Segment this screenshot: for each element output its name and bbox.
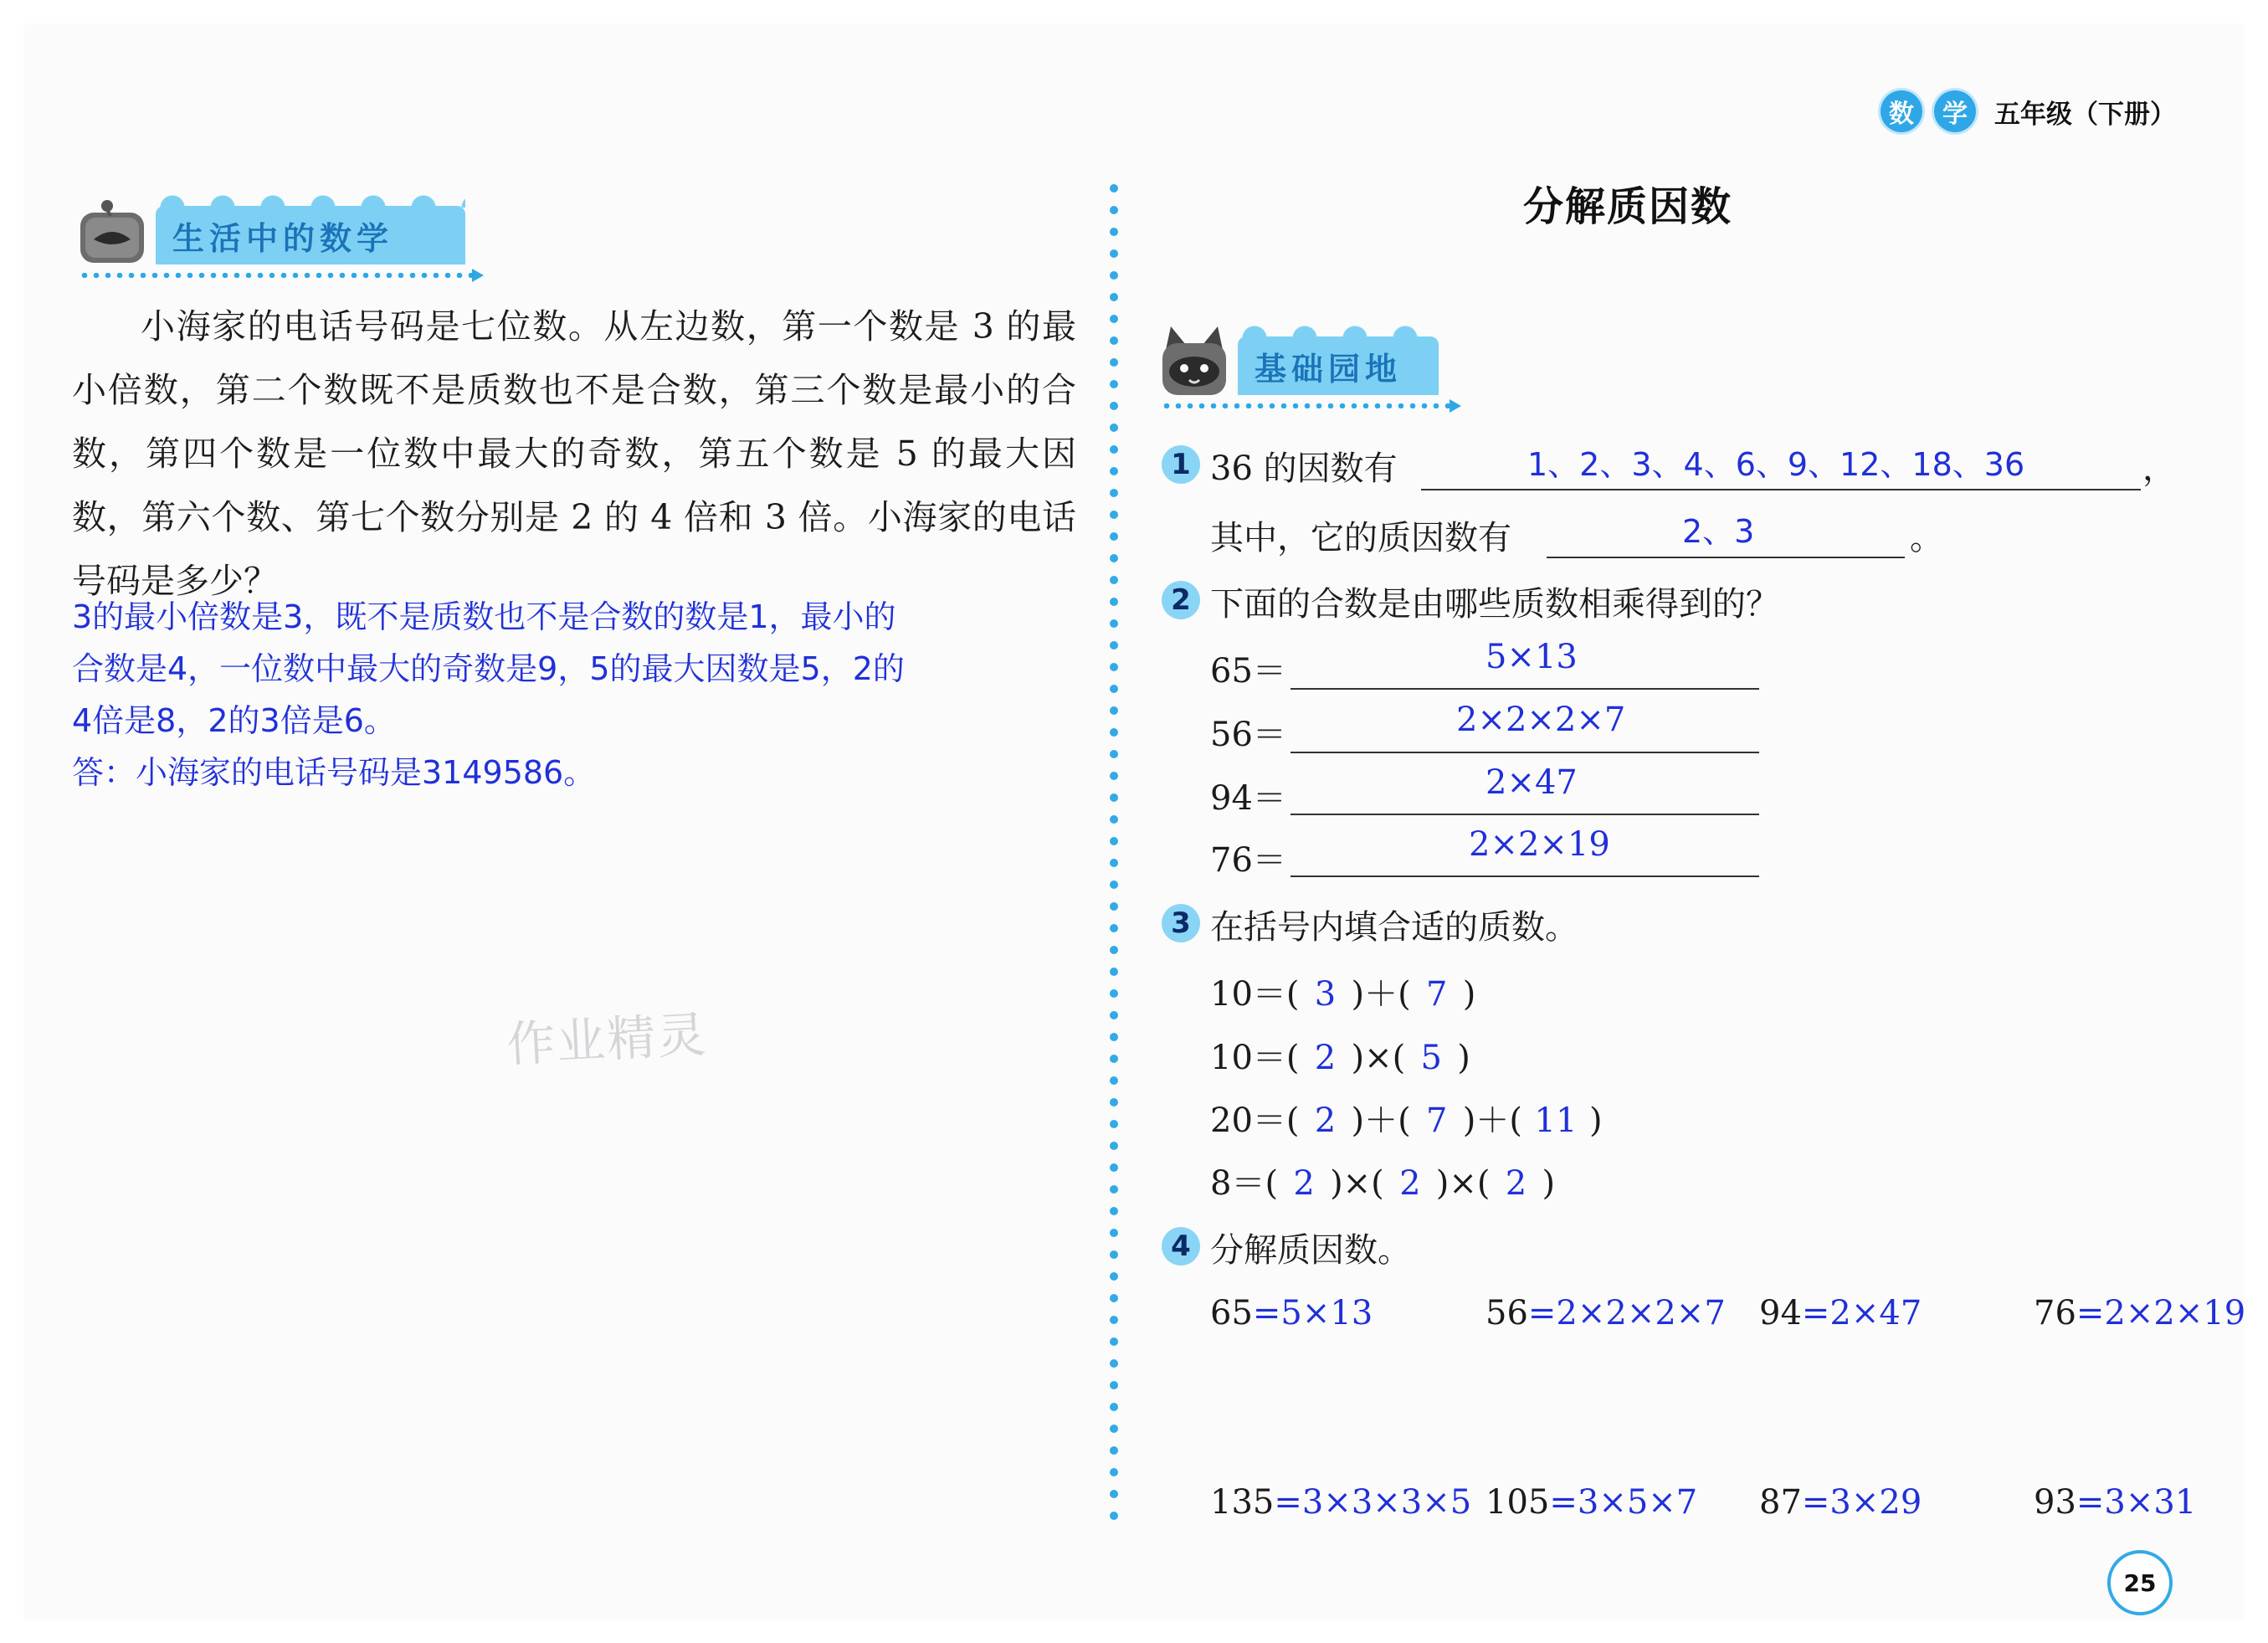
q4-answer: =3×5×7 bbox=[1549, 1483, 1698, 1522]
watermark: 作业精灵 bbox=[505, 1005, 709, 1074]
divider-dot bbox=[1110, 1033, 1118, 1041]
q2-item-blank bbox=[1291, 752, 1759, 753]
q3-close: ) bbox=[1542, 1164, 1556, 1203]
q4-item bbox=[1210, 1294, 1373, 1332]
divider-dot bbox=[1110, 336, 1118, 345]
q4-number: 93 bbox=[2034, 1483, 2076, 1522]
raccoon-mascot-icon bbox=[1157, 325, 1231, 398]
divider-dot bbox=[1110, 1098, 1118, 1106]
q4-answer: =2×2×19 bbox=[2076, 1294, 2246, 1332]
q3-answer: 11 bbox=[1534, 1101, 1578, 1140]
divider-dot bbox=[1110, 445, 1118, 454]
q3-answer: 2 bbox=[1314, 1039, 1337, 1077]
q2-item-lhs: 65＝ bbox=[1210, 652, 1286, 691]
divider-dot bbox=[1110, 293, 1118, 301]
word-problem: 小海家的电话号码是七位数。从左边数，第一个数是 3 的最小倍数，第二个数既不是质数也不是合数，第三个数是最小的合数，第四个数是一位数中最大的奇数，第五个数是 5 的最大因数，第六个数、第七个数分别是 2 的 4 倍和 3 倍。小海家的电话号码是多少？ bbox=[72, 306, 1076, 601]
q3-answer: 2 bbox=[1399, 1164, 1421, 1203]
center-divider bbox=[1109, 184, 1119, 1523]
divider-dot bbox=[1110, 1185, 1118, 1194]
divider-dot bbox=[1110, 228, 1118, 236]
question-number-2: 2 bbox=[1162, 581, 1200, 619]
q1-prompt: 36 的因数有 bbox=[1210, 449, 1398, 488]
divider-dot bbox=[1110, 1076, 1118, 1085]
q4-number: 105 bbox=[1485, 1483, 1550, 1522]
answer-line: 3的最小倍数是3，既不是质数也不是合数的数是1，最小的 bbox=[72, 598, 896, 635]
subject-badge-2: 学 bbox=[1934, 90, 1976, 132]
q3-lhs: 20＝( bbox=[1210, 1101, 1300, 1140]
q1-period: 。 bbox=[1910, 519, 1943, 557]
divider-dot bbox=[1110, 1490, 1118, 1498]
divider-dot bbox=[1110, 859, 1118, 867]
subject-badge-1: 数 bbox=[1881, 90, 1922, 132]
divider-dot bbox=[1110, 1359, 1118, 1368]
divider-dot bbox=[1110, 1294, 1118, 1302]
q4-answer: =3×29 bbox=[1801, 1483, 1922, 1522]
q2-prompt: 下面的合数是由哪些质数相乘得到的？ bbox=[1210, 585, 1779, 624]
q3-close: ) bbox=[1588, 1101, 1603, 1140]
q1-comma: ， bbox=[2142, 449, 2176, 488]
divider-dot bbox=[1110, 685, 1118, 693]
divider-dot bbox=[1110, 380, 1118, 388]
q4-item bbox=[2034, 1294, 2245, 1332]
section-title: 生活中的数学 bbox=[156, 206, 465, 264]
q3-prompt: 在括号内填合适的质数。 bbox=[1210, 908, 1578, 947]
divider-dot bbox=[1110, 1142, 1118, 1150]
q3-answer: 3 bbox=[1314, 975, 1337, 1014]
divider-dot bbox=[1110, 249, 1118, 258]
q1-primes-answer: 2、3 bbox=[1682, 513, 1755, 550]
q3-lhs: 8＝( bbox=[1210, 1164, 1279, 1203]
q4-answer: =3×3×3×5 bbox=[1274, 1483, 1472, 1522]
q3-answer: 2 bbox=[1314, 1101, 1337, 1140]
q4-item bbox=[1485, 1483, 1697, 1522]
section-title: 基础园地 bbox=[1238, 336, 1439, 395]
q1-answer-blank bbox=[1421, 489, 2141, 490]
q3-item bbox=[1210, 1094, 1603, 1142]
q2-item-blank bbox=[1291, 814, 1759, 815]
divider-dot bbox=[1110, 793, 1118, 802]
divider-dot bbox=[1110, 1446, 1118, 1455]
divider-dot bbox=[1110, 968, 1118, 976]
q3-operator: )＋( bbox=[1351, 975, 1411, 1014]
question-number-4: 4 bbox=[1162, 1227, 1200, 1266]
divider-dot bbox=[1110, 1229, 1118, 1237]
divider-dot bbox=[1110, 1403, 1118, 1411]
q3-answer: 7 bbox=[1426, 975, 1448, 1014]
divider-dot bbox=[1110, 576, 1118, 584]
q2-item-blank bbox=[1291, 688, 1759, 690]
divider-dot bbox=[1110, 424, 1118, 432]
divider-dot bbox=[1110, 511, 1118, 519]
q3-answer: 2 bbox=[1505, 1164, 1527, 1203]
q3-close: ) bbox=[1462, 975, 1476, 1014]
divider-dot bbox=[1110, 902, 1118, 911]
divider-dot bbox=[1110, 402, 1118, 410]
answer-line: 4倍是8，2的3倍是6。 bbox=[72, 702, 396, 739]
q3-operator: )×( bbox=[1435, 1164, 1491, 1203]
q2-item-answer: 5×13 bbox=[1485, 638, 1578, 676]
divider-dot bbox=[1110, 619, 1118, 628]
q3-item bbox=[1210, 1031, 1470, 1079]
divider-dot bbox=[1110, 1250, 1118, 1259]
q3-operator: )×( bbox=[1330, 1164, 1384, 1203]
section-banner-life-math bbox=[75, 186, 511, 278]
divider-dot bbox=[1110, 772, 1118, 780]
handwritten-answer bbox=[72, 591, 1076, 798]
divider-dot bbox=[1110, 815, 1118, 824]
q2-item-answer: 2×2×2×7 bbox=[1456, 701, 1626, 739]
divider-dot bbox=[1110, 663, 1118, 671]
divider-dot bbox=[1110, 1468, 1118, 1476]
q4-number: 56 bbox=[1485, 1294, 1528, 1332]
divider-dot bbox=[1110, 271, 1118, 280]
q2-item-answer: 2×2×19 bbox=[1469, 825, 1610, 864]
divider-dot bbox=[1110, 641, 1118, 649]
q3-answer: 2 bbox=[1293, 1164, 1315, 1203]
q4-item bbox=[1759, 1294, 1922, 1332]
divider-dot bbox=[1110, 728, 1118, 737]
divider-dot bbox=[1110, 598, 1118, 606]
divider-dot bbox=[1110, 532, 1118, 541]
divider-dot bbox=[1110, 881, 1118, 889]
q2-item-lhs: 94＝ bbox=[1210, 779, 1286, 818]
banner-dotted-line bbox=[1161, 403, 1450, 408]
divider-dot bbox=[1110, 1207, 1118, 1215]
q3-operator: )×( bbox=[1351, 1039, 1406, 1077]
divider-dot bbox=[1110, 1055, 1118, 1063]
q1-factors-answer: 1、2、3、4、6、9、12、18、36 bbox=[1527, 446, 2025, 483]
q4-answer: =2×2×2×7 bbox=[1527, 1294, 1726, 1332]
divider-dot bbox=[1110, 315, 1118, 323]
divider-dot bbox=[1110, 554, 1118, 562]
divider-dot bbox=[1110, 924, 1118, 932]
divider-dot bbox=[1110, 184, 1118, 193]
divider-dot bbox=[1110, 1425, 1118, 1433]
divider-dot bbox=[1110, 750, 1118, 758]
question-number-3: 3 bbox=[1162, 904, 1200, 942]
q4-number: 76 bbox=[2034, 1294, 2076, 1332]
answer-line: 答：小海家的电话号码是3149586。 bbox=[72, 754, 596, 791]
q4-answer: =3×31 bbox=[2076, 1483, 2197, 1522]
q3-answer: 7 bbox=[1426, 1101, 1448, 1140]
bird-mascot-icon bbox=[75, 194, 149, 268]
q2-item-lhs: 76＝ bbox=[1210, 841, 1286, 880]
q4-item bbox=[2034, 1483, 2196, 1522]
q3-item bbox=[1210, 1157, 1555, 1204]
q3-operator: )＋( bbox=[1462, 1101, 1522, 1140]
question-number-1: 1 bbox=[1162, 445, 1200, 484]
divider-dot bbox=[1110, 206, 1118, 214]
q4-answer: =2×47 bbox=[1801, 1294, 1922, 1332]
q4-number: 135 bbox=[1210, 1483, 1275, 1522]
q3-lhs: 10＝( bbox=[1210, 1039, 1300, 1077]
q3-close: ) bbox=[1457, 1039, 1470, 1077]
divider-dot bbox=[1110, 837, 1118, 845]
divider-dot bbox=[1110, 467, 1118, 475]
divider-dot bbox=[1110, 1272, 1118, 1281]
q4-number: 65 bbox=[1210, 1294, 1253, 1332]
divider-dot bbox=[1110, 358, 1118, 367]
q1-prompt-2: 其中，它的质因数有 bbox=[1210, 519, 1511, 557]
section-banner-basics bbox=[1157, 316, 1475, 408]
divider-dot bbox=[1110, 1316, 1118, 1324]
q3-answer: 5 bbox=[1420, 1039, 1442, 1077]
divider-dot bbox=[1110, 489, 1118, 497]
q4-item bbox=[1759, 1483, 1922, 1522]
banner-dotted-line bbox=[79, 273, 472, 278]
divider-dot bbox=[1110, 1120, 1118, 1128]
divider-dot bbox=[1110, 1338, 1118, 1346]
q4-number: 87 bbox=[1759, 1483, 1802, 1522]
grade-label: 五年级（下册） bbox=[1994, 99, 2176, 130]
header bbox=[1881, 90, 2176, 132]
q4-prompt: 分解质因数。 bbox=[1210, 1231, 1411, 1270]
q1-primes-blank bbox=[1547, 557, 1905, 558]
q2-item-answer: 2×47 bbox=[1485, 763, 1578, 802]
q4-item bbox=[1485, 1294, 1726, 1332]
divider-dot bbox=[1110, 1163, 1118, 1172]
q2-item-blank bbox=[1291, 875, 1759, 877]
divider-dot bbox=[1110, 706, 1118, 715]
q4-item bbox=[1210, 1483, 1471, 1522]
page-title: 分解质因数 bbox=[1523, 183, 1733, 230]
divider-dot bbox=[1110, 989, 1118, 998]
q2-item-lhs: 56＝ bbox=[1210, 716, 1286, 754]
q3-item bbox=[1210, 968, 1475, 1015]
divider-dot bbox=[1110, 946, 1118, 954]
q3-lhs: 10＝( bbox=[1210, 975, 1300, 1014]
page-number: 25 bbox=[2107, 1550, 2173, 1615]
divider-dot bbox=[1110, 1381, 1118, 1389]
q4-number: 94 bbox=[1759, 1294, 1802, 1332]
divider-dot bbox=[1110, 1011, 1118, 1019]
q4-answer: =5×13 bbox=[1252, 1294, 1373, 1332]
q3-operator: )＋( bbox=[1351, 1101, 1411, 1140]
answer-line: 合数是4，一位数中最大的奇数是9，5的最大因数是5，2的 bbox=[72, 650, 905, 687]
divider-dot bbox=[1110, 1512, 1118, 1520]
